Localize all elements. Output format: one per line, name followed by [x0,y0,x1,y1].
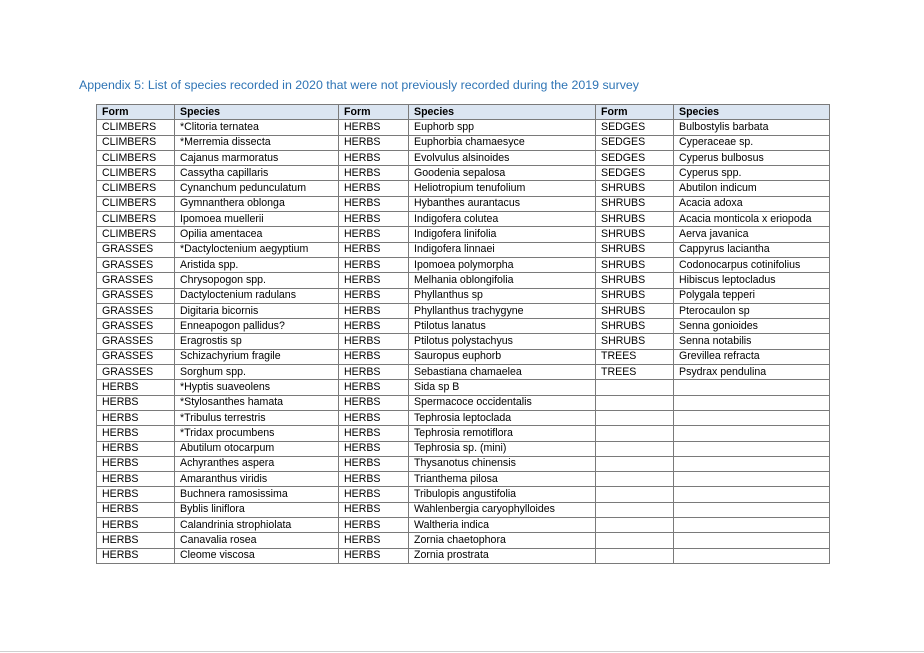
form-cell-3: TREES [596,349,674,364]
form-cell-1: HERBS [97,472,175,487]
header-row [97,105,830,120]
species-cell-1: *Hyptis suaveolens [175,380,339,395]
form-cell-3: SHRUBS [596,227,674,242]
species-cell-2: Indigofera linnaei [409,242,596,257]
form-cell-3: SHRUBS [596,181,674,196]
form-cell-2: HERBS [339,456,409,471]
form-cell-2: HERBS [339,319,409,334]
species-cell-2: Phyllanthus trachygyne [409,303,596,318]
species-cell-3: Bulbostylis barbata [674,120,830,135]
form-cell-3: SEDGES [596,150,674,165]
table-row [97,242,830,257]
species-cell-1: Cynanchum pedunculatum [175,181,339,196]
form-cell-2: HERBS [339,227,409,242]
form-cell-3 [596,410,674,425]
form-cell-2: HERBS [339,487,409,502]
species-cell-3: Abutilon indicum [674,181,830,196]
species-cell-1: Aristida spp. [175,257,339,272]
form-cell-3 [596,502,674,517]
form-cell-3 [596,518,674,533]
table-row [97,334,830,349]
form-cell-1: GRASSES [97,273,175,288]
form-cell-1: CLIMBERS [97,166,175,181]
species-cell-3: Polygala tepperi [674,288,830,303]
species-cell-1: *Clitoria ternatea [175,120,339,135]
form-cell-2: HERBS [339,472,409,487]
species-cell-1: Byblis liniflora [175,502,339,517]
form-cell-2: HERBS [339,273,409,288]
table-row [97,181,830,196]
form-cell-3 [596,456,674,471]
table-row [97,395,830,410]
table-row [97,196,830,211]
table-row [97,135,830,150]
species-cell-1: Gymnanthera oblonga [175,196,339,211]
form-cell-2: HERBS [339,441,409,456]
form-cell-2: HERBS [339,196,409,211]
species-cell-2: Ptilotus polystachyus [409,334,596,349]
species-cell-1: *Tribulus terrestris [175,410,339,425]
form-cell-2: HERBS [339,548,409,563]
form-cell-2: HERBS [339,181,409,196]
form-cell-3: SEDGES [596,120,674,135]
species-cell-3: Codonocarpus cotinifolius [674,257,830,272]
species-cell-1: Ipomoea muellerii [175,212,339,227]
form-cell-1: HERBS [97,395,175,410]
form-cell-1: GRASSES [97,319,175,334]
table-row [97,120,830,135]
species-cell-3 [674,380,830,395]
header-form-3: Form [596,105,674,120]
form-cell-1: HERBS [97,410,175,425]
form-cell-1: CLIMBERS [97,227,175,242]
species-cell-2: Phyllanthus sp [409,288,596,303]
form-cell-3 [596,487,674,502]
species-cell-2: Goodenia sepalosa [409,166,596,181]
form-cell-2: HERBS [339,365,409,380]
species-cell-1: Cassytha capillaris [175,166,339,181]
species-cell-3 [674,487,830,502]
table-row [97,472,830,487]
form-cell-1: CLIMBERS [97,150,175,165]
form-cell-2: HERBS [339,349,409,364]
form-cell-3 [596,426,674,441]
form-cell-2: HERBS [339,135,409,150]
form-cell-1: GRASSES [97,334,175,349]
table-row [97,380,830,395]
form-cell-1: HERBS [97,441,175,456]
species-cell-1: Dactyloctenium radulans [175,288,339,303]
table-row [97,303,830,318]
species-cell-3 [674,410,830,425]
species-cell-2: Spermacoce occidentalis [409,395,596,410]
form-cell-3: SHRUBS [596,288,674,303]
species-cell-2: Evolvulus alsinoides [409,150,596,165]
form-cell-3: SHRUBS [596,303,674,318]
form-cell-3: SHRUBS [596,273,674,288]
species-cell-2: Indigofera linifolia [409,227,596,242]
species-cell-1: Sorghum spp. [175,365,339,380]
form-cell-3: SHRUBS [596,242,674,257]
appendix-caption: Appendix 5: List of species recorded in 2020 that were not previously recorded during the 2019 survey [79,78,639,92]
species-cell-2: Zornia prostrata [409,548,596,563]
species-cell-1: Chrysopogon spp. [175,273,339,288]
species-cell-2: Sauropus euphorb [409,349,596,364]
species-cell-2: Wahlenbergia caryophylloides [409,502,596,517]
header-species-3: Species [674,105,830,120]
table-row [97,150,830,165]
form-cell-3: SHRUBS [596,212,674,227]
form-cell-1: HERBS [97,502,175,517]
form-cell-2: HERBS [339,166,409,181]
species-cell-1: Opilia amentacea [175,227,339,242]
form-cell-2: HERBS [339,257,409,272]
table-row [97,227,830,242]
form-cell-2: HERBS [339,380,409,395]
header-form-1: Form [97,105,175,120]
species-cell-3: Cyperaceae sp. [674,135,830,150]
form-cell-3: SEDGES [596,135,674,150]
form-cell-2: HERBS [339,518,409,533]
species-cell-3: Cyperus bulbosus [674,150,830,165]
species-cell-1: Buchnera ramosissima [175,487,339,502]
form-cell-2: HERBS [339,288,409,303]
table-row [97,533,830,548]
species-cell-1: Canavalia rosea [175,533,339,548]
header-species-2: Species [409,105,596,120]
table-row [97,502,830,517]
species-cell-1: Abutilum otocarpum [175,441,339,456]
table-row [97,426,830,441]
form-cell-1: HERBS [97,548,175,563]
species-cell-3 [674,472,830,487]
species-cell-2: Tephrosia sp. (mini) [409,441,596,456]
species-cell-3: Cyperus spp. [674,166,830,181]
species-cell-3: Senna gonioides [674,319,830,334]
form-cell-2: HERBS [339,242,409,257]
table-row [97,365,830,380]
species-cell-1: Enneapogon pallidus? [175,319,339,334]
table-row [97,487,830,502]
species-cell-1: Calandrinia strophiolata [175,518,339,533]
table-row [97,257,830,272]
form-cell-3 [596,533,674,548]
species-cell-2: Ptilotus lanatus [409,319,596,334]
header-species-1: Species [175,105,339,120]
species-cell-1: *Tridax procumbens [175,426,339,441]
table-row [97,212,830,227]
species-cell-3: Cappyrus laciantha [674,242,830,257]
form-cell-1: HERBS [97,518,175,533]
table-row [97,319,830,334]
form-cell-1: HERBS [97,426,175,441]
species-cell-2: Trianthema pilosa [409,472,596,487]
table-row [97,441,830,456]
table-row [97,456,830,471]
form-cell-3 [596,472,674,487]
header-form-2: Form [339,105,409,120]
species-cell-3 [674,395,830,410]
species-cell-3 [674,518,830,533]
species-table-header [97,105,830,120]
form-cell-1: GRASSES [97,365,175,380]
species-cell-3: Senna notabilis [674,334,830,349]
species-cell-1: *Stylosanthes hamata [175,395,339,410]
species-cell-3 [674,426,830,441]
species-cell-1: *Merremia dissecta [175,135,339,150]
species-cell-2: Melhania oblongifolia [409,273,596,288]
table-row [97,410,830,425]
species-cell-1: Eragrostis sp [175,334,339,349]
form-cell-1: HERBS [97,533,175,548]
form-cell-3: SHRUBS [596,319,674,334]
species-cell-1: Cajanus marmoratus [175,150,339,165]
species-cell-1: Amaranthus viridis [175,472,339,487]
form-cell-1: CLIMBERS [97,135,175,150]
species-cell-3 [674,548,830,563]
species-cell-3 [674,533,830,548]
species-cell-2: Thysanotus chinensis [409,456,596,471]
form-cell-2: HERBS [339,426,409,441]
species-cell-3 [674,502,830,517]
species-cell-1: *Dactyloctenium aegyptium [175,242,339,257]
species-cell-3 [674,456,830,471]
species-cell-2: Tephrosia remotiflora [409,426,596,441]
table-row [97,273,830,288]
table-row [97,518,830,533]
species-cell-3: Aerva javanica [674,227,830,242]
form-cell-1: HERBS [97,456,175,471]
species-cell-1: Digitaria bicornis [175,303,339,318]
species-cell-2: Zornia chaetophora [409,533,596,548]
species-cell-1: Cleome viscosa [175,548,339,563]
form-cell-1: CLIMBERS [97,196,175,211]
species-table [96,104,830,564]
form-cell-2: HERBS [339,395,409,410]
form-cell-3 [596,441,674,456]
table-row [97,288,830,303]
table-row [97,166,830,181]
form-cell-3: SHRUBS [596,257,674,272]
table-row [97,349,830,364]
form-cell-1: GRASSES [97,288,175,303]
species-cell-2: Heliotropium tenufolium [409,181,596,196]
form-cell-2: HERBS [339,150,409,165]
species-cell-3: Hibiscus leptocladus [674,273,830,288]
species-cell-1: Achyranthes aspera [175,456,339,471]
species-cell-3: Pterocaulon sp [674,303,830,318]
species-cell-3 [674,441,830,456]
form-cell-2: HERBS [339,303,409,318]
form-cell-3: SHRUBS [596,334,674,349]
species-table-body [97,120,830,564]
form-cell-1: GRASSES [97,257,175,272]
species-cell-3: Acacia monticola x eriopoda [674,212,830,227]
species-cell-3: Psydrax pendulina [674,365,830,380]
form-cell-1: CLIMBERS [97,212,175,227]
page-bottom-divider [0,651,924,652]
species-cell-2: Hybanthes aurantacus [409,196,596,211]
form-cell-2: HERBS [339,120,409,135]
species-cell-2: Tephrosia leptoclada [409,410,596,425]
form-cell-1: HERBS [97,380,175,395]
form-cell-2: HERBS [339,410,409,425]
species-cell-1: Schizachyrium fragile [175,349,339,364]
form-cell-3 [596,380,674,395]
form-cell-3: SEDGES [596,166,674,181]
species-cell-2: Euphorb spp [409,120,596,135]
form-cell-2: HERBS [339,533,409,548]
form-cell-2: HERBS [339,212,409,227]
form-cell-1: GRASSES [97,349,175,364]
form-cell-3 [596,395,674,410]
form-cell-1: GRASSES [97,303,175,318]
species-cell-3: Acacia adoxa [674,196,830,211]
form-cell-1: GRASSES [97,242,175,257]
species-cell-2: Waltheria indica [409,518,596,533]
form-cell-3: TREES [596,365,674,380]
table-row [97,548,830,563]
species-cell-3: Grevillea refracta [674,349,830,364]
species-cell-2: Indigofera colutea [409,212,596,227]
species-cell-2: Euphorbia chamaesyce [409,135,596,150]
form-cell-2: HERBS [339,502,409,517]
species-cell-2: Tribulopis angustifolia [409,487,596,502]
form-cell-1: HERBS [97,487,175,502]
form-cell-1: CLIMBERS [97,120,175,135]
form-cell-3: SHRUBS [596,196,674,211]
form-cell-3 [596,548,674,563]
form-cell-1: CLIMBERS [97,181,175,196]
form-cell-2: HERBS [339,334,409,349]
species-cell-2: Sida sp B [409,380,596,395]
species-cell-2: Sebastiana chamaelea [409,365,596,380]
species-cell-2: Ipomoea polymorpha [409,257,596,272]
